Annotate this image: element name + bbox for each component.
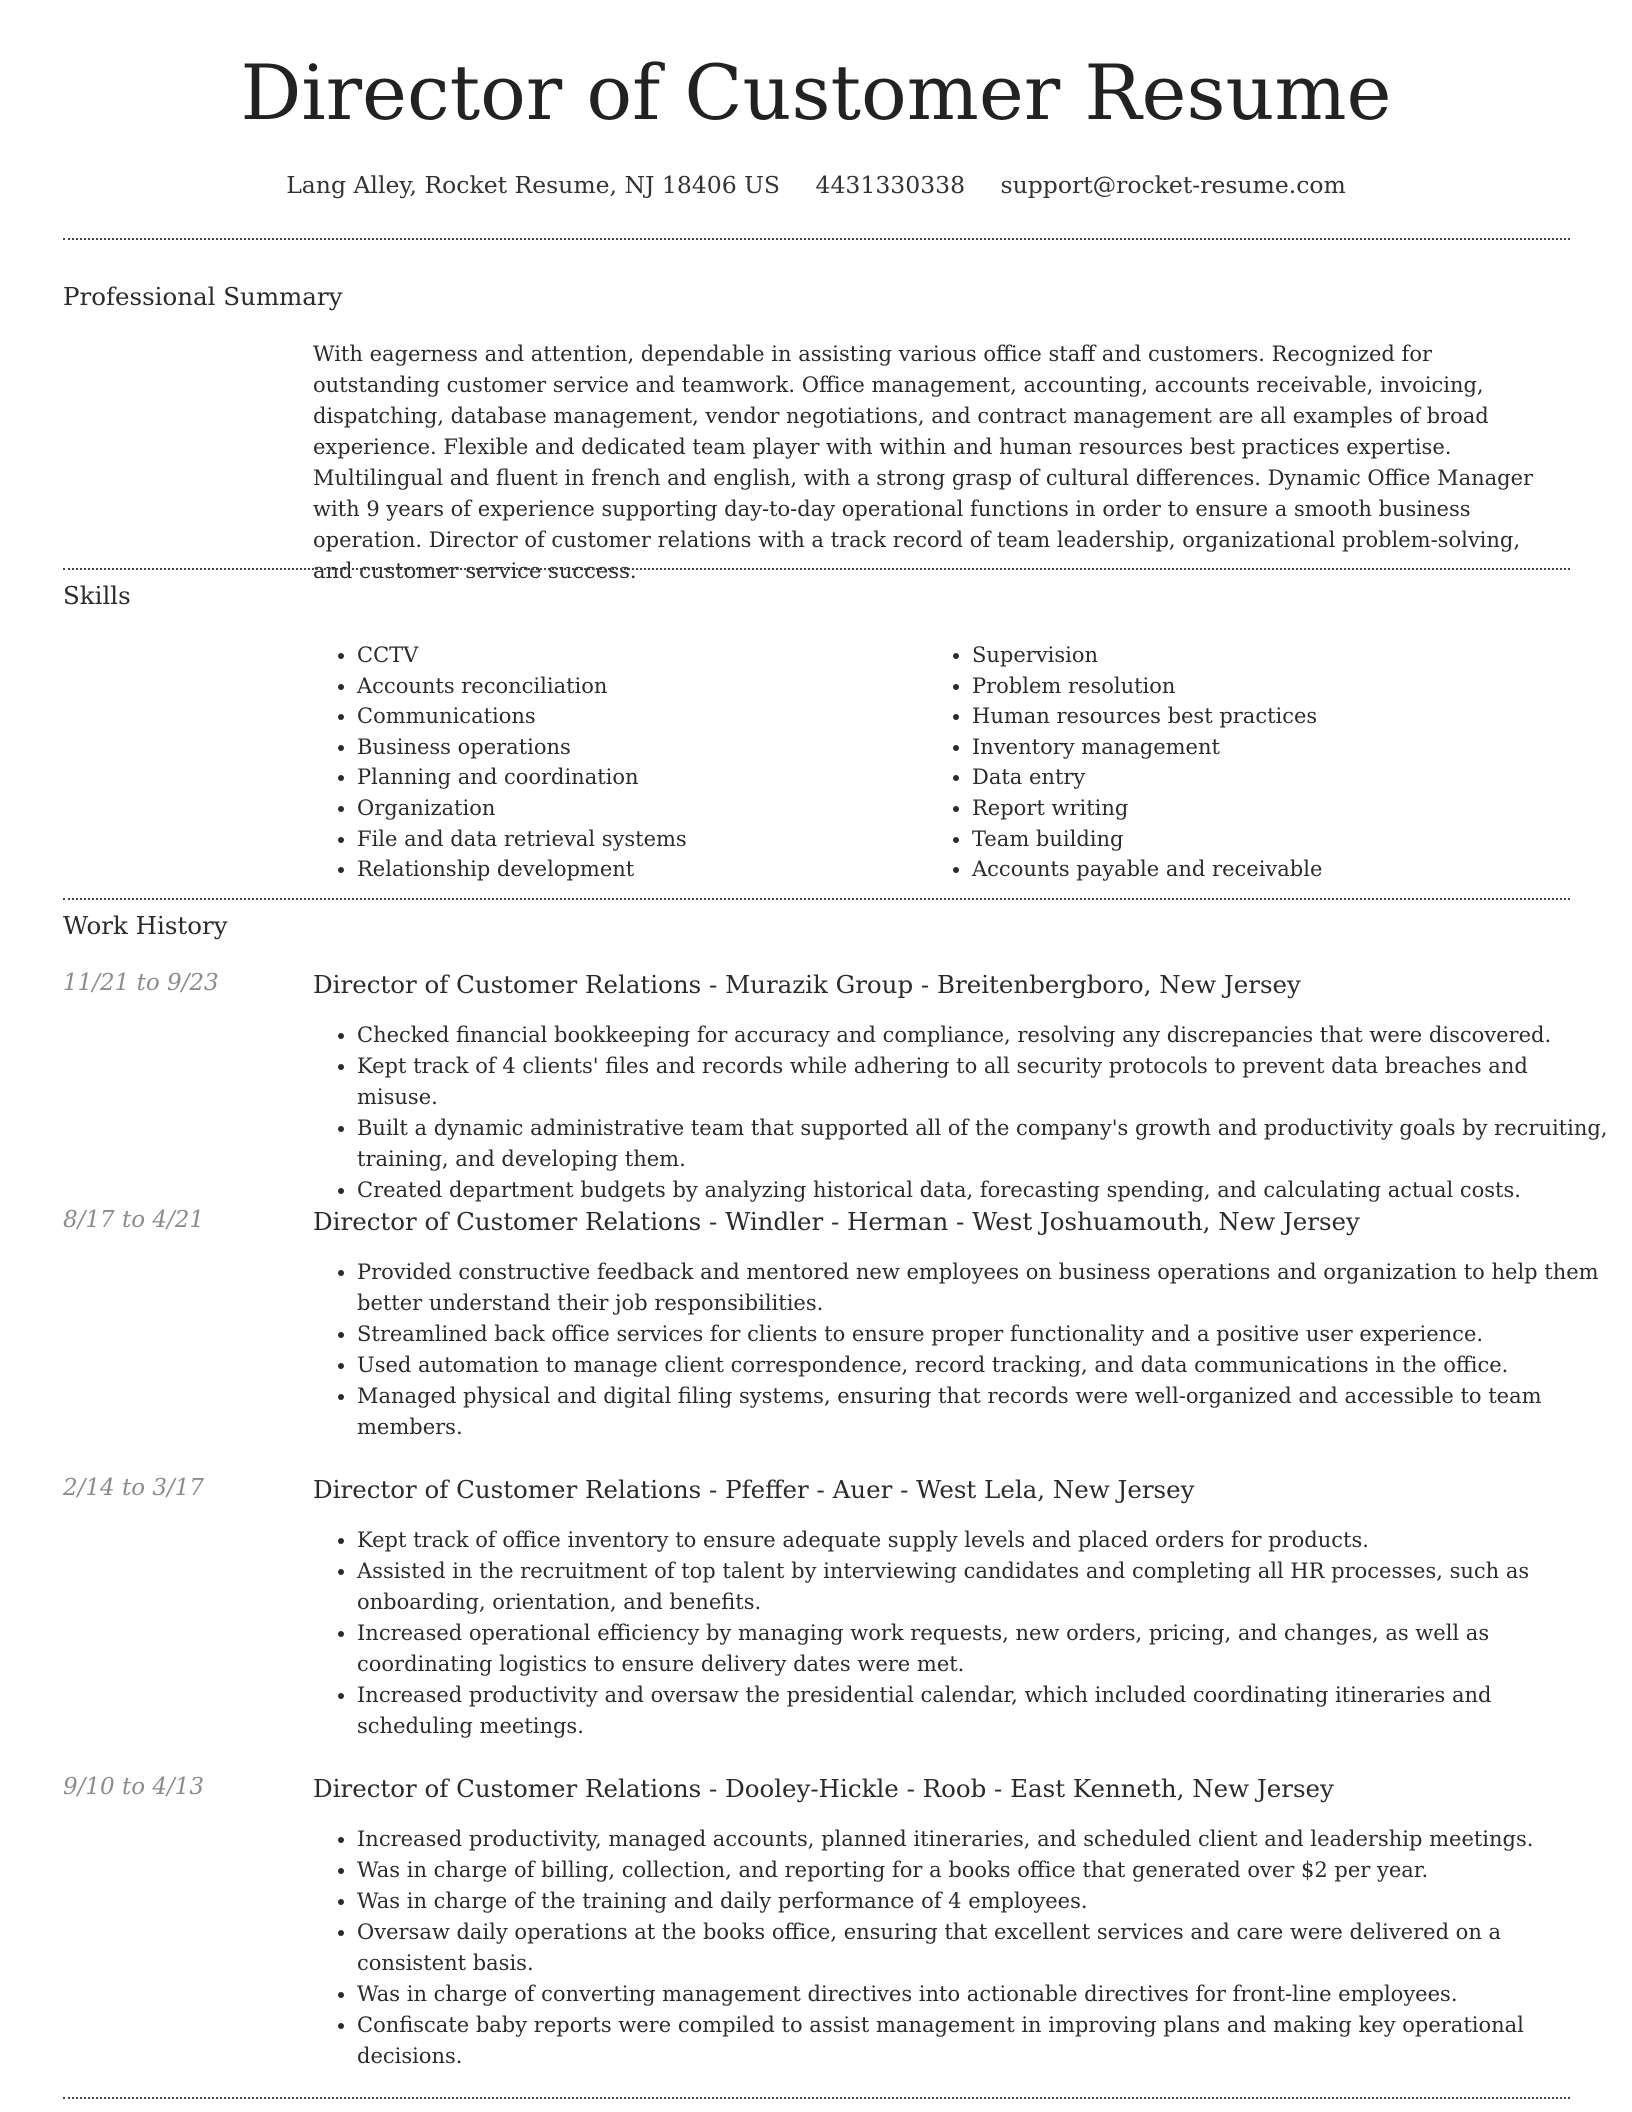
job-bullet: • Kept track of 4 clients' files and records while adhering to all security protocols to prevent data breaches and misuse. (357, 1051, 1609, 1113)
skills-list-left (313, 640, 687, 885)
skills-heading: Skills (63, 581, 131, 610)
job-bullets (313, 1257, 1609, 1443)
separator: - (701, 970, 726, 999)
job-bullet: • Was in charge of billing, collection, and reporting for a books office that generated over $2 per year. (357, 1855, 1609, 1886)
resume-title: Director of Customer Resume (240, 48, 1392, 137)
separator: - (892, 1475, 917, 1504)
section-divider (63, 898, 1570, 900)
contact-phone: 4431330338 (815, 171, 966, 199)
skills-list-right (928, 640, 1322, 885)
job-employer: Pfeffer - Auer (725, 1475, 893, 1504)
job-bullet: • Checked financial bookkeeping for accuracy and compliance, resolving any discrepancies that were discovered. (357, 1020, 1609, 1051)
skill-item: • Report writing (972, 793, 1322, 824)
separator: - (986, 1774, 1011, 1803)
job-bullet: • Managed physical and digital filing systems, ensuring that records were well-organized and accessible to team members. (357, 1381, 1609, 1443)
separator: - (701, 1207, 726, 1236)
job-heading (313, 1774, 1334, 1803)
skill-item: • Accounts reconciliation (357, 671, 687, 702)
skill-item: • Data entry (972, 762, 1322, 793)
job-location: Breitenbergboro, New Jersey (937, 970, 1301, 999)
skill-item: • Communications (357, 701, 687, 732)
skill-item: • Inventory management (972, 732, 1322, 763)
skill-item: • Planning and coordination (357, 762, 687, 793)
job-bullet: • Was in charge of the training and daily performance of 4 employees. (357, 1886, 1609, 1917)
job-bullet: • Streamlined back office services for clients to ensure proper functionality and a positive user experience. (357, 1319, 1609, 1350)
job-bullets (313, 1525, 1609, 1742)
job-heading (313, 1207, 1360, 1236)
section-divider (63, 238, 1570, 240)
job-bullets (313, 1824, 1609, 2072)
job-bullets (313, 1020, 1609, 1206)
skill-item: • Problem resolution (972, 671, 1322, 702)
job-bullet: • Kept track of office inventory to ensure adequate supply levels and placed orders for products. (357, 1525, 1609, 1556)
section-divider (63, 568, 1570, 570)
job-title: Director of Customer Relations (313, 970, 702, 999)
summary-heading: Professional Summary (63, 282, 343, 311)
skill-item: • Human resources best practices (972, 701, 1322, 732)
skill-item: • Team building (972, 824, 1322, 855)
separator: - (913, 970, 937, 999)
skill-item: • Business operations (357, 732, 687, 763)
section-divider (63, 2097, 1570, 2099)
work-history-heading: Work History (63, 911, 228, 940)
separator: - (948, 1207, 973, 1236)
job-bullet: • Used automation to manage client correspondence, record tracking, and data communications in the office. (357, 1350, 1609, 1381)
contact-email: support@rocket-resume.com (1000, 171, 1346, 199)
job-bullet: • Created department budgets by analyzing historical data, forecasting spending, and calculating actual costs. (357, 1175, 1609, 1206)
job-bullet: • Increased productivity, managed accounts, planned itineraries, and scheduled client and leadership meetings. (357, 1824, 1609, 1855)
job-employer: Dooley-Hickle - Roob (725, 1774, 987, 1803)
job-bullet: • Increased operational efficiency by managing work requests, new orders, pricing, and changes, as well as coordinating logistics to ensure delivery dates were met. (357, 1618, 1609, 1680)
job-employer: Windler - Herman (725, 1207, 949, 1236)
skill-item: • File and data retrieval systems (357, 824, 687, 855)
skill-item: • CCTV (357, 640, 687, 671)
job-bullet: • Built a dynamic administrative team that supported all of the company's growth and productivity goals by recruiting, training, and developing them. (357, 1113, 1609, 1175)
job-location: West Joshuamouth, New Jersey (972, 1207, 1360, 1236)
job-bullet: • Oversaw daily operations at the books office, ensuring that excellent services and care were delivered on a consistent basis. (357, 1917, 1609, 1979)
skill-item: • Accounts payable and receivable (972, 854, 1322, 885)
job-heading (313, 1475, 1194, 1504)
job-dates: 9/10 to 4/13 (63, 1774, 205, 1800)
job-dates: 11/21 to 9/23 (63, 970, 219, 996)
job-dates: 2/14 to 3/17 (63, 1475, 205, 1501)
separator: - (701, 1774, 726, 1803)
skill-item: • Relationship development (357, 854, 687, 885)
job-bullet: • Increased productivity and oversaw the presidential calendar, which included coordinating itineraries and scheduling meetings. (357, 1680, 1609, 1742)
job-employer: Murazik Group (725, 970, 914, 999)
skill-item: • Supervision (972, 640, 1322, 671)
job-title: Director of Customer Relations (313, 1475, 702, 1504)
job-title: Director of Customer Relations (313, 1207, 702, 1236)
job-bullet: • Assisted in the recruitment of top talent by interviewing candidates and completing all HR processes, such as onboarding, orientation, and benefits. (357, 1556, 1609, 1618)
job-heading (313, 970, 1301, 999)
job-location: East Kenneth, New Jersey (1010, 1774, 1334, 1803)
job-bullet: • Was in charge of converting management directives into actionable directives for front-line employees. (357, 1979, 1609, 2010)
job-location: West Lela, New Jersey (916, 1475, 1195, 1504)
contact-info (0, 171, 1632, 199)
job-title: Director of Customer Relations (313, 1774, 702, 1803)
separator: - (701, 1475, 726, 1504)
job-bullet: • Provided constructive feedback and mentored new employees on business operations and organization to help them better understand their job responsibilities. (357, 1257, 1609, 1319)
job-dates: 8/17 to 4/21 (63, 1207, 205, 1233)
skill-item: • Organization (357, 793, 687, 824)
summary-text: With eagerness and attention, dependable in assisting various office staff and customers. Recognized for outstanding customer service and teamwork. Office management, accounting, accounts receivable, invoicing, dispatching, database management, vendor negotiations, and contract management are all examples of broad experience. Flexible and dedicated team player with within and human resources best practices expertise. Multilingual and fluent in french and english, with a strong grasp of cultural differences. Dynamic Office Manager with 9 years of experience supporting day-to-day operational functions in order to ensure a smooth business operation. Director of customer relations with a track record of team leadership, organizational problem-solving, and customer service success. (313, 342, 1534, 583)
contact-address: Lang Alley, Rocket Resume, NJ 18406 US (286, 171, 781, 199)
job-bullet: • Confiscate baby reports were compiled to assist management in improving plans and making key operational decisions. (357, 2010, 1609, 2072)
